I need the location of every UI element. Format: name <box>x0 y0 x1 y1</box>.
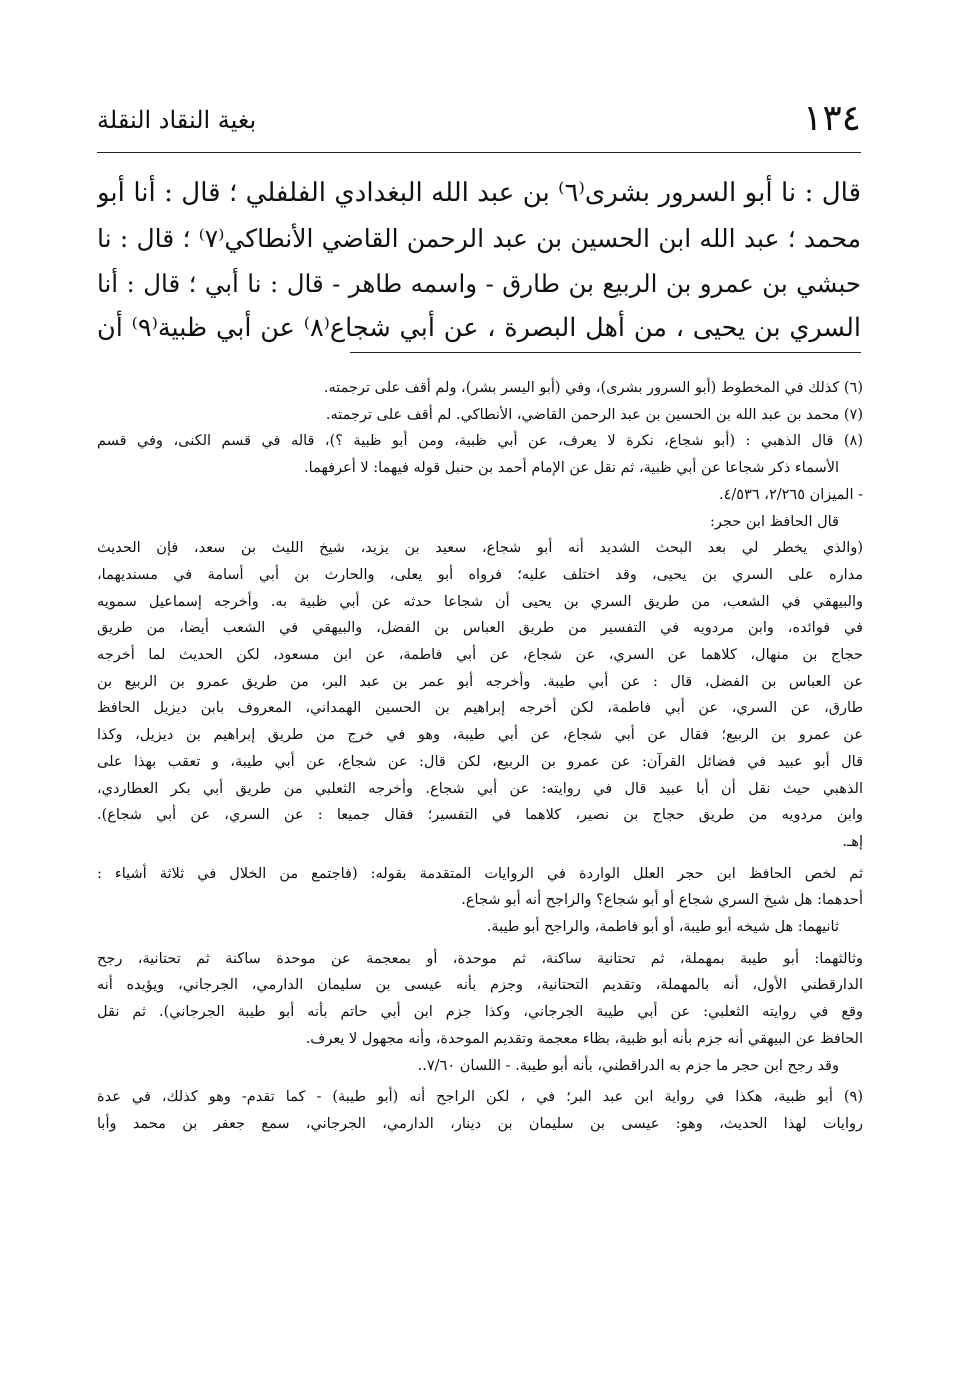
footnote-separator <box>350 352 861 353</box>
quote-line: عن العباس بن الفضل، قال : عن أبي طيبة. وأخرجه أبو عمر بن عبد البر، من طريق عمرو بن الربيع بن <box>97 673 863 690</box>
main-text <box>97 171 861 351</box>
point-second: ثانيهما: هل شيخه أبو طيبة، أو أبو فاطمة، والراجح أبو طيبة. <box>486 919 839 936</box>
main-line: حبشي بن عمرو بن الربيع بن طارق - واسمه طاهر - قال : نا أبي ؛ قال : أنا <box>97 269 861 298</box>
point-third-line: الدارقطني الأول، أنه بالمهملة، وتقديم التحتانية، وجزم بأنه عيسى بن سليمان الدارمي، الجرجاني، ويؤيده أنه <box>97 977 863 994</box>
quote-line: إهـ. <box>842 833 863 850</box>
main-line: قال : نا أبو السرور بشرى⁽٦⁾ بن عبد الله البغدادي الفلفلي ؛ قال : أنا أبو <box>97 178 861 208</box>
page-header <box>97 96 861 146</box>
quote-line: الذهبي حيث نقل أن أبا عبيد قال في روايته: عن أبي شجاع. وأخرجه الثعلبي من طريق أبي بكر العطاردي، <box>97 780 863 797</box>
footnote-6: (٦) كذلك في المخطوط (أبو السرور بشرى)، وفي (أبو اليسر بشر)، ولم أقف على ترجمته. <box>323 380 863 396</box>
footnote-8-line: الأسماء ذكر شجاعا عن أبي ظبية، ثم نقل عن الإمام أحمد بن حنبل قوله فيهما: لا أعرفهما. <box>304 460 839 477</box>
quote-line: حجاج بن منهال، كلاهما عن السري، عن شجاع، عن أبي فاطمة، عن ابن مسعود، لكن الحديث لما أخرجه <box>97 647 863 664</box>
main-line: السري بن يحيى ، من أهل البصرة ، عن أبي شجاع⁽٨⁾ عن أبي ظبية⁽٩⁾ أن <box>97 313 861 343</box>
quote-line: في فوائده، وابن مردويه في التفسير من طريق العباس بن الفضل، والبيهقي في الشعب أيضا، من طريق <box>97 620 863 637</box>
point-first: أحدهما: هل شيخ السري شجاع أو أبو شجاع؟ والراجح أنه أبو شجاع. <box>461 892 863 909</box>
point-third-line: وثالثهما: أبو طيبة بمهملة، ثم تحتانية ساكنة، ثم موحدة، أو بمعجمة عن موحدة ساكنة ثم تحتانية، رجح <box>97 950 863 967</box>
quote-line: عن عمرو بن الربيع؛ فقال عن أبي شجاع، عن أبي طيبة، وهو في خرج من طريق إبراهيم بن ديزيل، وكذا <box>97 727 863 744</box>
summary-intro: ثم لخص الحافظ ابن حجر العلل الواردة في الروايات المتقدمة بقوله: (فاجتمع من الخلال في ثلاثة أشياء : <box>97 865 863 882</box>
conclusion: وقد رجح ابن حجر ما جزم به الدراقطني، بأنه أبو طيبة. - اللسان ٧/٦٠.. <box>417 1057 839 1074</box>
page-number: ١٣٤ <box>802 98 861 139</box>
quote-line: (والذي يخطر لي بعد البحث الشديد أنه أبو شجاع، سعيد بن يزيد، شيخ الليث بن سعد، فإن الحديث <box>97 540 863 557</box>
header-rule <box>97 152 861 153</box>
mizan-reference: - الميزان ٢/٢٦٥، ٤/٥٣٦. <box>719 486 863 503</box>
footnote-7: (٧) محمد بن عبد الله بن الحسين بن عبد الرحمن القاضي، الأنطاكي. لم أقف على ترجمته. <box>325 406 863 423</box>
point-third-line: وقع في روايته الثعلبي: عن أبي طيبة الجرجاني، وكذا جزم ابن أبي حاتم بأنه أبو طيبة الجرجاني). ثم نقل <box>97 1004 863 1021</box>
quote-line: والبيهقي في الشعب، من طريق السري بن يحيى أن شجاعا حدثه عن أبي ظبية به. وأخرجه إسماعيل سمويه <box>97 593 863 610</box>
footnote-8-line: (٨) قال الذهبي : (أبو شجاع، نكرة لا يعرف، عن أبي ظبية، ومن أبو ظبية ؟)، قاله في قسم الكنى، وفي قسم <box>97 433 863 450</box>
book-title: بغية النقاد النقلة <box>97 106 257 134</box>
ibn-hajar-intro: قال الحافظ ابن حجر: <box>710 513 839 530</box>
quote-line: طارق، عن السري، عن أبي فاطمة، لكن أخرجه إبراهيم بن الحسين الهمداني، المعروف بابن ديزيل الحافظ <box>97 700 863 717</box>
quote-line: وابن مردويه من طريق حجاج بن نصير، كلاهما في التفسير؛ فقال جميعا : عن السري، عن أبي شجاع). <box>97 807 863 824</box>
point-third-line: الحافظ عن البيهقي أنه جزم بأنه أبو ظبية، بظاء معجمة وتقديم الموحدة، وأنه مجهول لا يعرف. <box>305 1030 863 1047</box>
quote-line: قال أبو عبيد في فضائل القرآن: عن عمرو بن الربيع، لكن قال: عن شجاع، عن أبي طيبة، و تعقب بهذا على <box>97 753 863 770</box>
footnote-9-line: (٩) أبو ظبية، هكذا في رواية ابن عبد البر؛ في ، لكن الراجح أنه (أبو طيبة) - كما تقدم- وهو كذلك، في عدة <box>97 1089 863 1106</box>
quote-line: مداره على السري بن يحيى، وقد اختلف عليه؛ فرواه أبو يعلى، والحارث بن أبي أسامة في مسنديهما، <box>97 566 863 583</box>
footnote-9-line: روايات لهذا الحديث، وهو: عيسى بن سليمان بن دينار، الدارمي، الجرجاني، سمع جعفر بن محمد وأبا <box>97 1115 863 1132</box>
footnotes <box>97 375 863 1138</box>
main-line: محمد ؛ عبد الله ابن الحسين بن عبد الرحمن القاضي الأنطاكي⁽٧⁾ ؛ قال : نا <box>97 224 861 253</box>
